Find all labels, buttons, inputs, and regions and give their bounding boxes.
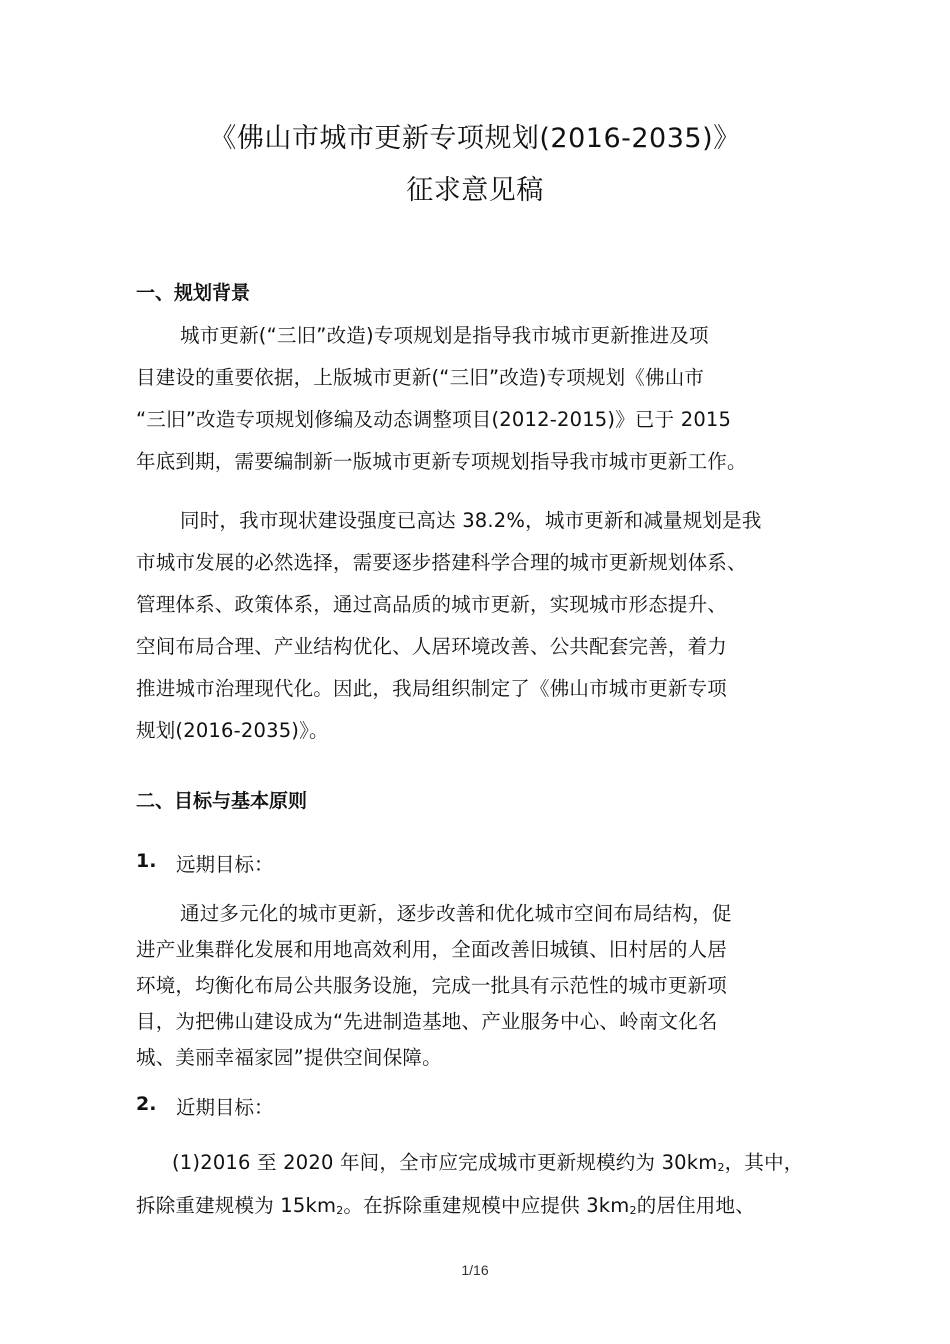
- doc-subtitle: 征求意见稿: [406, 175, 544, 206]
- paragraph-line: 管理体系、政策体系，通过高品质的城市更新，实现城市形态提升、: [136, 593, 728, 616]
- paragraph-line: 空间布局合理、产业结构优化、人居环境改善、公共配套完善，着力: [136, 635, 728, 658]
- page-number: 1/16: [461, 1262, 489, 1278]
- paragraph-line: 年底到期，需要编制新一版城市更新专项规划指导我市城市更新工作。: [136, 450, 747, 473]
- paragraph-line: 拆除重建规模为 $15km_2$。在拆除重建规模中应提供 $3km_2$的居住用地、: [136, 1194, 755, 1217]
- list-number: 2.: [136, 1093, 157, 1115]
- paragraph-line: 同时，我市现状建设强度已高达 38.2%，城市更新和减量规划是我: [180, 509, 762, 532]
- section-heading-goals: 二、目标与基本原则: [136, 790, 308, 812]
- paragraph-line: 城、美丽幸福家园”提供空间保障。: [136, 1046, 442, 1069]
- paragraph-line: 进产业集群化发展和用地高效利用，全面改善旧城镇、旧村居的人居: [136, 938, 728, 961]
- paragraph-line: 规划(2016-2035)》。: [136, 719, 329, 742]
- list-number: 1.: [136, 850, 157, 872]
- paragraph-line: 市城市发展的必然选择，需要逐步搭建科学合理的城市更新规划体系、: [136, 551, 747, 574]
- paragraph-line: 通过多元化的城市更新，逐步改善和优化城市空间布局结构，促: [180, 902, 732, 925]
- paragraph-line: 目，为把佛山建设成为“先进制造基地、产业服务中心、岭南文化名: [136, 1010, 718, 1033]
- paragraph-line: 环境，均衡化布局公共服务设施，完成一批具有示范性的城市更新项: [136, 974, 728, 997]
- paragraph-line: 目建设的重要依据，上版城市更新(“三旧”改造)专项规划《佛山市: [136, 366, 705, 389]
- paragraph-line: 推进城市治理现代化。因此，我局组织制定了《佛山市城市更新专项: [136, 677, 728, 700]
- paragraph-line: (1)2016 至 2020 年间，全市应完成城市更新规模约为 $30km_2$，其中，: [172, 1151, 804, 1174]
- section-heading-background: 一、规划背景: [136, 282, 251, 304]
- paragraph-line: 城市更新(“三旧”改造)专项规划是指导我市城市更新推进及项: [180, 324, 709, 347]
- list-label-near-term: 近期目标：: [176, 1096, 274, 1119]
- paragraph-line: “三旧”改造专项规划修编及动态调整项目(2012-2015)》已于 2015: [136, 408, 732, 431]
- doc-title: 《佛山市城市更新专项规划(2016-2035)》: [209, 123, 741, 154]
- list-label-long-term: 远期目标：: [176, 853, 274, 876]
